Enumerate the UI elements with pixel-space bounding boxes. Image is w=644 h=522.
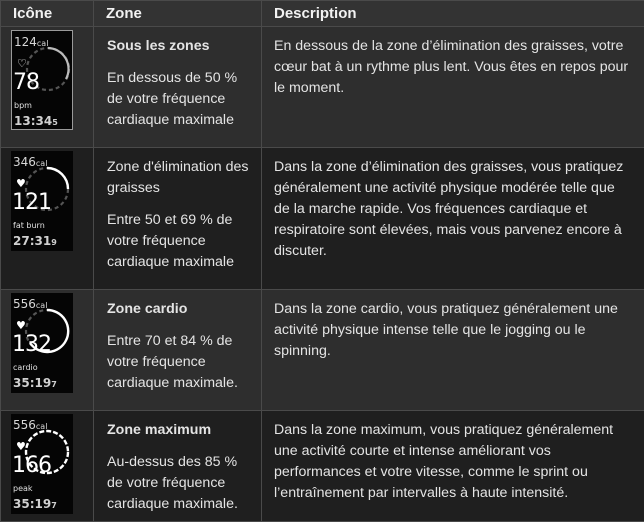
table-row (1, 27, 644, 148)
heart-rate-value: 121 (12, 191, 51, 215)
zone-name: Zone cardio (107, 299, 249, 320)
header-zone: Zone (94, 1, 262, 27)
heart-outline-icon: ♡ (17, 58, 27, 69)
heart-rate-value: 78 (13, 71, 39, 95)
zone-description: Dans la zone maximum, vous pratiquez généralement une activité courte et intense améliorant vos performances et votre vitesse, comme le sprint ou l’entraînement par intervalles à haute intensité. (274, 420, 634, 504)
zone-description: Dans la zone cardio, vous pratiquez généralement une activité physique intense telle que le jogging ou le spinning. (274, 299, 634, 362)
zone-label: bpm (14, 95, 32, 116)
heart-icon: ♥ (16, 320, 26, 331)
zone-range: Au-dessus des 85 % de votre fréquence cardiaque maximale. (107, 452, 249, 515)
watch-display-image (11, 151, 73, 251)
table-row (1, 148, 644, 290)
zone-label: peak (13, 478, 33, 499)
description-cell (262, 290, 644, 411)
time-readout: 35:197 (13, 494, 57, 514)
zone-name: Sous les zones (107, 36, 249, 57)
time-readout: 35:197 (13, 373, 57, 393)
watch-display-image (11, 414, 73, 514)
icon-cell (1, 411, 94, 522)
zone-cell (94, 290, 262, 411)
zone-range: Entre 70 et 84 % de votre fréquence cardiaque maximale. (107, 331, 249, 394)
table-row (1, 290, 644, 411)
calories-readout: 556cal (13, 294, 47, 316)
header-icon: Icône (1, 1, 94, 27)
calories-readout: 346cal (13, 152, 47, 174)
zone-name: Zone d'élimination des graisses (107, 157, 249, 199)
watch-display-image (11, 293, 73, 393)
heart-icon: ♥ (16, 441, 26, 452)
table-row (1, 411, 644, 522)
description-cell (262, 411, 644, 522)
description-cell (262, 148, 644, 290)
table-header-row (1, 1, 644, 27)
zone-label: fat burn (13, 215, 45, 236)
zone-description: En dessous de la zone d’élimination des graisses, votre cœur bat à un rythme plus lent. Vous êtes en repos pour le moment. (274, 36, 634, 99)
zone-range: En dessous de 50 % de votre fréquence cardiaque maximale (107, 68, 249, 131)
calories-readout: 124cal (14, 32, 48, 54)
icon-cell (1, 290, 94, 411)
icon-cell (1, 27, 94, 148)
zone-description: Dans la zone d’élimination des graisses, vous pratiquez généralement une activité physique modérée telle que de la marche rapide. Vos fréquences cardiaque et respiratoire sont élevées, mais vous parvenez encore à discuter. (274, 157, 634, 262)
watch-display-image (11, 30, 73, 130)
heart-rate-value: 132 (12, 333, 51, 357)
zone-label: cardio (13, 357, 38, 378)
time-readout: 27:319 (13, 231, 57, 251)
heart-rate-value: 166 (12, 454, 51, 478)
zone-cell (94, 27, 262, 148)
header-description: Description (262, 1, 644, 27)
icon-cell (1, 148, 94, 290)
zone-cell (94, 148, 262, 290)
zone-range: Entre 50 et 69 % de votre fréquence cardiaque maximale (107, 210, 249, 273)
description-cell (262, 27, 644, 148)
zone-cell (94, 411, 262, 522)
zone-name: Zone maximum (107, 420, 249, 441)
calories-readout: 556cal (13, 415, 47, 437)
heart-icon: ♥ (16, 178, 26, 189)
time-readout: 13:345 (14, 111, 58, 130)
